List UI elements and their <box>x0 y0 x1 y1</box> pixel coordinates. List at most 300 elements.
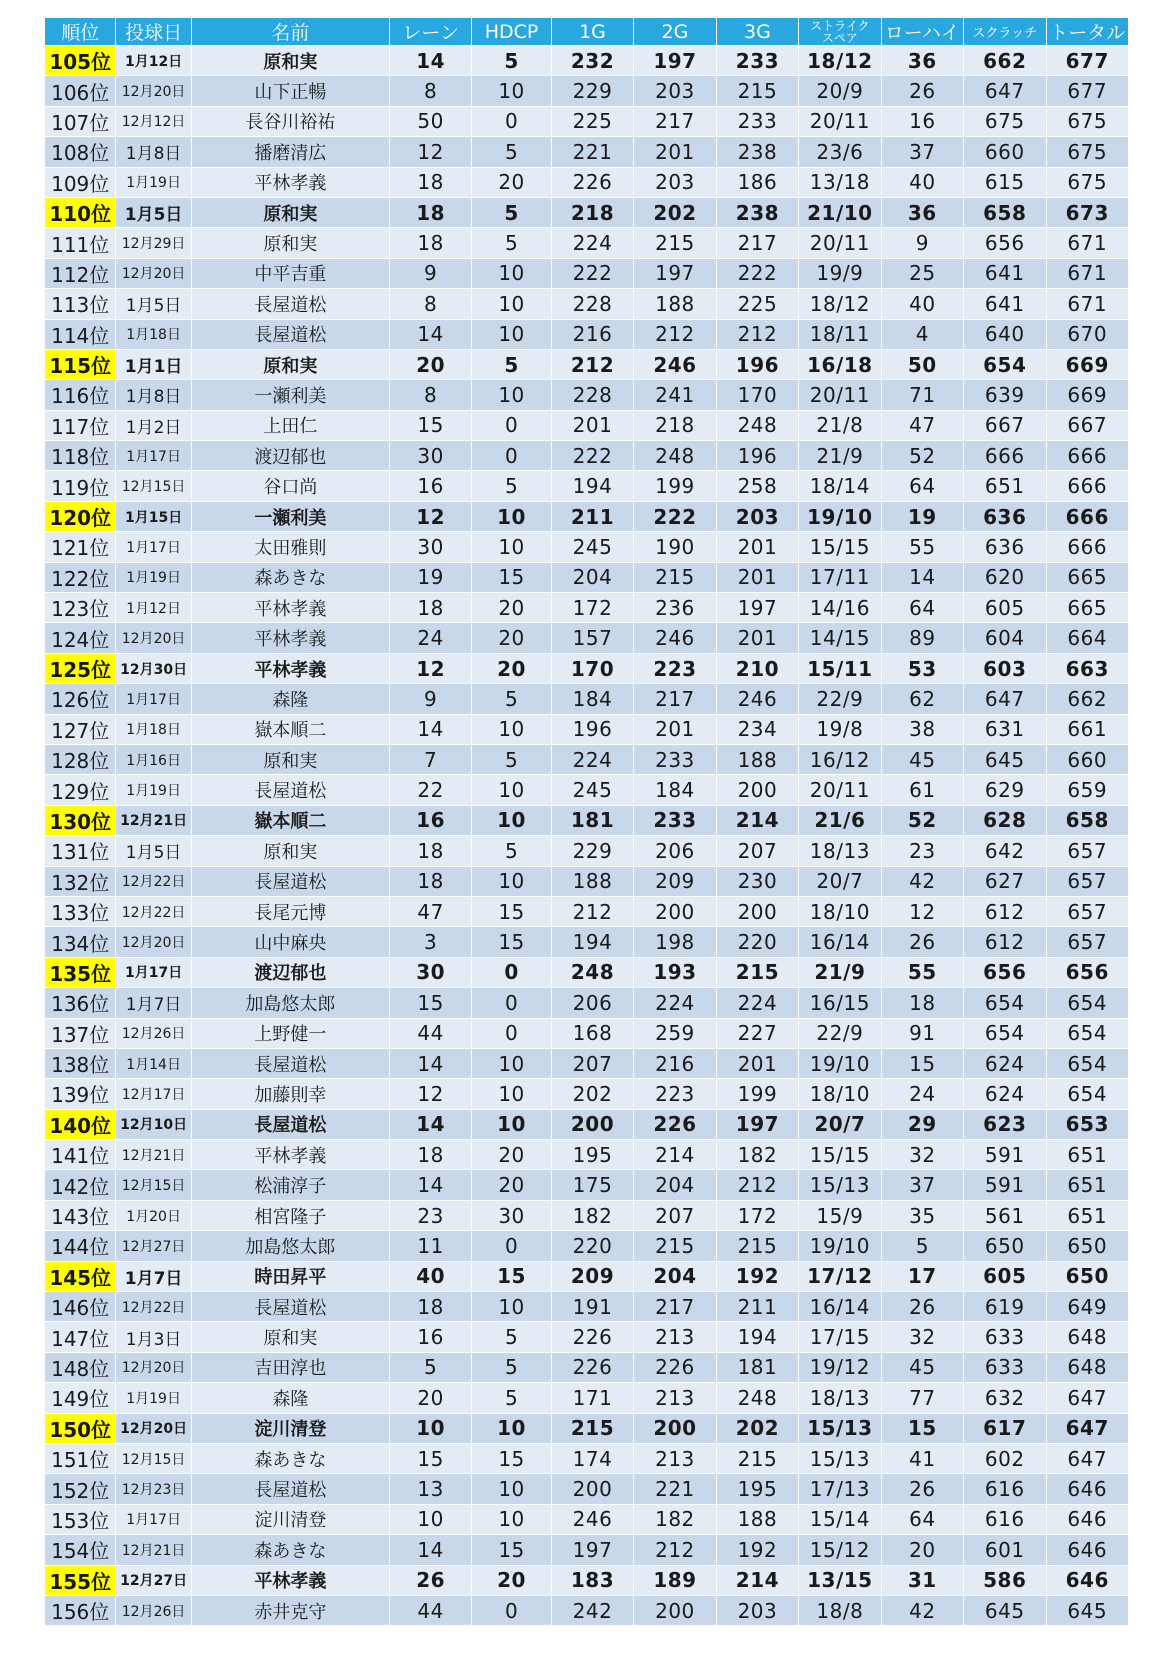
strike-spare-cell: 19/9 <box>799 258 881 288</box>
rank-cell: 126位 <box>45 684 116 714</box>
game-1-cell: 212 <box>551 349 633 379</box>
game-1-cell: 207 <box>551 1048 633 1078</box>
table-row <box>45 866 1129 896</box>
rank-cell: 116位 <box>45 380 116 410</box>
game-1-cell: 242 <box>551 1595 633 1625</box>
lane-cell: 12 <box>389 653 471 683</box>
hdcp-cell: 10 <box>472 532 551 562</box>
low-high-cell: 20 <box>881 1535 963 1565</box>
game-1-cell: 196 <box>551 714 633 744</box>
low-high-cell: 32 <box>881 1322 963 1352</box>
table-row <box>45 1413 1129 1443</box>
low-high-cell: 37 <box>881 137 963 167</box>
table-row <box>45 744 1129 774</box>
rank-cell: 146位 <box>45 1292 116 1322</box>
game-3-cell: 201 <box>716 1048 798 1078</box>
date-cell: 12月26日 <box>116 1018 191 1048</box>
strike-spare-cell: 20/11 <box>799 228 881 258</box>
game-3-cell: 201 <box>716 562 798 592</box>
lane-cell: 30 <box>389 957 471 987</box>
table-row <box>45 593 1129 623</box>
low-high-cell: 91 <box>881 1018 963 1048</box>
date-cell: 12月17日 <box>116 1079 191 1109</box>
game-3-cell: 170 <box>716 380 798 410</box>
rank-cell: 107位 <box>45 106 116 136</box>
game-1-cell: 170 <box>551 653 633 683</box>
date-cell: 12月20日 <box>116 1352 191 1382</box>
game-1-cell: 226 <box>551 1352 633 1382</box>
game-3-cell: 192 <box>716 1261 798 1291</box>
lane-cell: 18 <box>389 197 471 227</box>
name-cell: 淀川清登 <box>191 1504 389 1534</box>
total-cell: 665 <box>1046 593 1129 623</box>
strike-spare-cell: 18/11 <box>799 319 881 349</box>
date-cell: 12月10日 <box>116 1109 191 1139</box>
strike-spare-cell: 13/15 <box>799 1565 881 1595</box>
date-cell: 1月5日 <box>116 836 191 866</box>
total-cell: 662 <box>1046 684 1129 714</box>
game-2-cell: 226 <box>634 1109 716 1139</box>
table-row <box>45 1474 1129 1504</box>
total-cell: 675 <box>1046 106 1129 136</box>
total-cell: 657 <box>1046 927 1129 957</box>
lane-cell: 30 <box>389 532 471 562</box>
name-cell: 上野健一 <box>191 1018 389 1048</box>
strike-spare-cell: 16/14 <box>799 927 881 957</box>
date-cell: 12月23日 <box>116 1474 191 1504</box>
game-3-cell: 210 <box>716 653 798 683</box>
lane-cell: 15 <box>389 410 471 440</box>
table-row <box>45 1018 1129 1048</box>
table-row <box>45 1231 1129 1261</box>
strike-spare-cell: 17/12 <box>799 1261 881 1291</box>
hdcp-cell: 5 <box>472 46 551 76</box>
low-high-cell: 71 <box>881 380 963 410</box>
total-cell: 654 <box>1046 988 1129 1018</box>
rank-cell: 117位 <box>45 410 116 440</box>
total-cell: 645 <box>1046 1595 1129 1625</box>
rank-cell: 105位 <box>45 46 116 76</box>
header-name: 名前 <box>191 18 389 46</box>
game-3-cell: 258 <box>716 471 798 501</box>
scratch-cell: 616 <box>964 1504 1046 1534</box>
lane-cell: 12 <box>389 137 471 167</box>
name-cell: 上田仁 <box>191 410 389 440</box>
lane-cell: 3 <box>389 927 471 957</box>
rank-cell: 156位 <box>45 1595 116 1625</box>
game-3-cell: 248 <box>716 1383 798 1413</box>
game-3-cell: 222 <box>716 258 798 288</box>
scratch-cell: 656 <box>964 228 1046 258</box>
date-cell: 1月18日 <box>116 319 191 349</box>
date-cell: 12月20日 <box>116 623 191 653</box>
date-cell: 1月7日 <box>116 1261 191 1291</box>
hdcp-cell: 15 <box>472 927 551 957</box>
total-cell: 675 <box>1046 137 1129 167</box>
lane-cell: 8 <box>389 76 471 106</box>
game-2-cell: 246 <box>634 349 716 379</box>
scratch-cell: 647 <box>964 684 1046 714</box>
hdcp-cell: 10 <box>472 1504 551 1534</box>
game-2-cell: 213 <box>634 1383 716 1413</box>
strike-spare-cell: 19/8 <box>799 714 881 744</box>
hdcp-cell: 5 <box>472 1352 551 1382</box>
hdcp-cell: 10 <box>472 380 551 410</box>
table-row <box>45 410 1129 440</box>
strike-spare-cell: 15/15 <box>799 532 881 562</box>
game-1-cell: 225 <box>551 106 633 136</box>
total-cell: 657 <box>1046 836 1129 866</box>
strike-spare-cell: 22/9 <box>799 1018 881 1048</box>
lane-cell: 15 <box>389 1443 471 1473</box>
game-3-cell: 201 <box>716 623 798 653</box>
game-3-cell: 197 <box>716 593 798 623</box>
low-high-cell: 42 <box>881 1595 963 1625</box>
header-date: 投球日 <box>116 18 191 46</box>
hdcp-cell: 10 <box>472 1474 551 1504</box>
date-cell: 1月17日 <box>116 684 191 714</box>
hdcp-cell: 0 <box>472 957 551 987</box>
game-2-cell: 241 <box>634 380 716 410</box>
table-row <box>45 380 1129 410</box>
table-row <box>45 1292 1129 1322</box>
rank-cell: 133位 <box>45 896 116 926</box>
name-cell: 平林孝義 <box>191 1140 389 1170</box>
total-cell: 654 <box>1046 1079 1129 1109</box>
total-cell: 677 <box>1046 46 1129 76</box>
lane-cell: 50 <box>389 106 471 136</box>
name-cell: 長屋道松 <box>191 1109 389 1139</box>
header-hdcp: HDCP <box>472 18 551 46</box>
hdcp-cell: 10 <box>472 289 551 319</box>
game-1-cell: 204 <box>551 562 633 592</box>
game-2-cell: 217 <box>634 106 716 136</box>
scratch-cell: 624 <box>964 1079 1046 1109</box>
scratch-cell: 647 <box>964 76 1046 106</box>
name-cell: 赤井克守 <box>191 1595 389 1625</box>
low-high-cell: 50 <box>881 349 963 379</box>
game-1-cell: 215 <box>551 1413 633 1443</box>
header-strike-spare <box>799 18 881 46</box>
table-row <box>45 106 1129 136</box>
low-high-cell: 53 <box>881 653 963 683</box>
game-1-cell: 182 <box>551 1200 633 1230</box>
hdcp-cell: 20 <box>472 1565 551 1595</box>
hdcp-cell: 10 <box>472 1109 551 1139</box>
strike-spare-cell: 19/10 <box>799 1231 881 1261</box>
strike-spare-cell: 15/15 <box>799 1140 881 1170</box>
rank-cell: 149位 <box>45 1383 116 1413</box>
strike-spare-cell: 18/12 <box>799 46 881 76</box>
scratch-cell: 656 <box>964 957 1046 987</box>
date-cell: 1月19日 <box>116 562 191 592</box>
rank-cell: 113位 <box>45 289 116 319</box>
game-3-cell: 200 <box>716 775 798 805</box>
table-row <box>45 1504 1129 1534</box>
low-high-cell: 37 <box>881 1170 963 1200</box>
game-1-cell: 200 <box>551 1109 633 1139</box>
strike-spare-cell: 20/7 <box>799 1109 881 1139</box>
game-2-cell: 214 <box>634 1140 716 1170</box>
low-high-cell: 55 <box>881 532 963 562</box>
name-cell: 長屋道松 <box>191 1292 389 1322</box>
game-1-cell: 202 <box>551 1079 633 1109</box>
date-cell: 1月17日 <box>116 441 191 471</box>
total-cell: 666 <box>1046 471 1129 501</box>
name-cell: 長屋道松 <box>191 866 389 896</box>
strike-spare-cell: 19/10 <box>799 501 881 531</box>
date-cell: 1月14日 <box>116 1048 191 1078</box>
header-row <box>45 18 1129 46</box>
hdcp-cell: 10 <box>472 1292 551 1322</box>
table-row <box>45 1352 1129 1382</box>
lane-cell: 20 <box>389 1383 471 1413</box>
date-cell: 12月21日 <box>116 805 191 835</box>
strike-spare-cell: 15/13 <box>799 1413 881 1443</box>
hdcp-cell: 15 <box>472 1261 551 1291</box>
table-row <box>45 532 1129 562</box>
strike-spare-cell: 18/12 <box>799 289 881 319</box>
date-cell: 12月12日 <box>116 106 191 136</box>
game-1-cell: 229 <box>551 836 633 866</box>
hdcp-cell: 20 <box>472 167 551 197</box>
game-2-cell: 233 <box>634 744 716 774</box>
strike-spare-cell: 20/11 <box>799 380 881 410</box>
low-high-cell: 26 <box>881 1292 963 1322</box>
name-cell: 一瀬利美 <box>191 380 389 410</box>
date-cell: 12月20日 <box>116 1413 191 1443</box>
table-row <box>45 836 1129 866</box>
table-row <box>45 46 1129 76</box>
total-cell: 650 <box>1046 1231 1129 1261</box>
date-cell: 1月2日 <box>116 410 191 440</box>
total-cell: 666 <box>1046 532 1129 562</box>
lane-cell: 14 <box>389 714 471 744</box>
name-cell: 松浦淳子 <box>191 1170 389 1200</box>
strike-spare-cell: 16/18 <box>799 349 881 379</box>
strike-spare-cell: 18/14 <box>799 471 881 501</box>
hdcp-cell: 30 <box>472 1200 551 1230</box>
name-cell: 原和実 <box>191 744 389 774</box>
game-1-cell: 212 <box>551 896 633 926</box>
hdcp-cell: 15 <box>472 1443 551 1473</box>
low-high-cell: 4 <box>881 319 963 349</box>
low-high-cell: 64 <box>881 593 963 623</box>
total-cell: 646 <box>1046 1504 1129 1534</box>
strike-spare-cell: 20/11 <box>799 106 881 136</box>
name-cell: 時田昇平 <box>191 1261 389 1291</box>
scratch-cell: 645 <box>964 1595 1046 1625</box>
name-cell: 平林孝義 <box>191 653 389 683</box>
game-3-cell: 238 <box>716 197 798 227</box>
scratch-cell: 616 <box>964 1474 1046 1504</box>
rank-cell: 106位 <box>45 76 116 106</box>
strike-spare-cell: 15/9 <box>799 1200 881 1230</box>
lane-cell: 7 <box>389 744 471 774</box>
date-cell: 1月19日 <box>116 167 191 197</box>
game-1-cell: 201 <box>551 410 633 440</box>
rank-cell: 120位 <box>45 501 116 531</box>
scratch-cell: 624 <box>964 1048 1046 1078</box>
table-row <box>45 1261 1129 1291</box>
date-cell: 12月20日 <box>116 258 191 288</box>
header-rank: 順位 <box>45 18 116 46</box>
date-cell: 12月30日 <box>116 653 191 683</box>
hdcp-cell: 0 <box>472 1231 551 1261</box>
game-1-cell: 195 <box>551 1140 633 1170</box>
scratch-cell: 561 <box>964 1200 1046 1230</box>
total-cell: 671 <box>1046 258 1129 288</box>
strike-spare-cell: 21/8 <box>799 410 881 440</box>
rank-cell: 123位 <box>45 593 116 623</box>
low-high-cell: 52 <box>881 441 963 471</box>
table-row <box>45 1109 1129 1139</box>
date-cell: 1月16日 <box>116 744 191 774</box>
hdcp-cell: 20 <box>472 1170 551 1200</box>
game-3-cell: 230 <box>716 866 798 896</box>
hdcp-cell: 10 <box>472 258 551 288</box>
date-cell: 12月21日 <box>116 1535 191 1565</box>
game-2-cell: 248 <box>634 441 716 471</box>
lane-cell: 20 <box>389 349 471 379</box>
game-3-cell: 215 <box>716 957 798 987</box>
game-2-cell: 246 <box>634 623 716 653</box>
table-row <box>45 957 1129 987</box>
name-cell: 長屋道松 <box>191 1474 389 1504</box>
game-1-cell: 184 <box>551 684 633 714</box>
game-2-cell: 199 <box>634 471 716 501</box>
game-1-cell: 245 <box>551 532 633 562</box>
total-cell: 650 <box>1046 1261 1129 1291</box>
table-row <box>45 684 1129 714</box>
table-row <box>45 441 1129 471</box>
low-high-cell: 32 <box>881 1140 963 1170</box>
hdcp-cell: 20 <box>472 653 551 683</box>
rank-cell: 150位 <box>45 1413 116 1443</box>
game-1-cell: 246 <box>551 1504 633 1534</box>
low-high-cell: 17 <box>881 1261 963 1291</box>
date-cell: 1月18日 <box>116 714 191 744</box>
hdcp-cell: 10 <box>472 76 551 106</box>
name-cell: 加島悠太郎 <box>191 1231 389 1261</box>
rank-cell: 142位 <box>45 1170 116 1200</box>
hdcp-cell: 20 <box>472 623 551 653</box>
low-high-cell: 31 <box>881 1565 963 1595</box>
ranking-table <box>44 17 1129 1626</box>
table-row <box>45 137 1129 167</box>
rank-cell: 143位 <box>45 1200 116 1230</box>
name-cell: 山下正暢 <box>191 76 389 106</box>
scratch-cell: 640 <box>964 319 1046 349</box>
game-2-cell: 209 <box>634 866 716 896</box>
date-cell: 12月22日 <box>116 1292 191 1322</box>
total-cell: 654 <box>1046 1018 1129 1048</box>
name-cell: 渡辺郁也 <box>191 441 389 471</box>
hdcp-cell: 0 <box>472 106 551 136</box>
hdcp-cell: 10 <box>472 714 551 744</box>
table-row <box>45 1322 1129 1352</box>
name-cell: 森あきな <box>191 1535 389 1565</box>
name-cell: 長屋道松 <box>191 775 389 805</box>
lane-cell: 14 <box>389 319 471 349</box>
low-high-cell: 23 <box>881 836 963 866</box>
table-row <box>45 1048 1129 1078</box>
rank-cell: 108位 <box>45 137 116 167</box>
scratch-cell: 645 <box>964 744 1046 774</box>
game-3-cell: 181 <box>716 1352 798 1382</box>
header-game-2: 2G <box>634 18 716 46</box>
total-cell: 670 <box>1046 319 1129 349</box>
scratch-cell: 591 <box>964 1140 1046 1170</box>
strike-spare-cell: 19/10 <box>799 1048 881 1078</box>
lane-cell: 24 <box>389 623 471 653</box>
game-2-cell: 188 <box>634 289 716 319</box>
strike-spare-cell: 20/9 <box>799 76 881 106</box>
hdcp-cell: 10 <box>472 805 551 835</box>
game-1-cell: 181 <box>551 805 633 835</box>
table-row <box>45 927 1129 957</box>
date-cell: 1月17日 <box>116 532 191 562</box>
scratch-cell: 604 <box>964 623 1046 653</box>
game-3-cell: 172 <box>716 1200 798 1230</box>
game-3-cell: 233 <box>716 106 798 136</box>
scratch-cell: 654 <box>964 988 1046 1018</box>
table-row <box>45 775 1129 805</box>
lane-cell: 16 <box>389 471 471 501</box>
game-2-cell: 204 <box>634 1170 716 1200</box>
scratch-cell: 633 <box>964 1352 1046 1382</box>
hdcp-cell: 0 <box>472 1595 551 1625</box>
hdcp-cell: 10 <box>472 1413 551 1443</box>
name-cell: 中平吉重 <box>191 258 389 288</box>
low-high-cell: 40 <box>881 167 963 197</box>
scratch-cell: 641 <box>964 289 1046 319</box>
rank-cell: 145位 <box>45 1261 116 1291</box>
scratch-cell: 660 <box>964 137 1046 167</box>
date-cell: 1月5日 <box>116 289 191 319</box>
strike-spare-cell: 15/11 <box>799 653 881 683</box>
name-cell: 播磨清広 <box>191 137 389 167</box>
table-row <box>45 349 1129 379</box>
hdcp-cell: 10 <box>472 775 551 805</box>
hdcp-cell: 0 <box>472 988 551 1018</box>
low-high-cell: 35 <box>881 1200 963 1230</box>
strike-spare-cell: 21/9 <box>799 957 881 987</box>
game-3-cell: 215 <box>716 1231 798 1261</box>
rank-cell: 125位 <box>45 653 116 683</box>
game-1-cell: 248 <box>551 957 633 987</box>
date-cell: 1月19日 <box>116 775 191 805</box>
lane-cell: 8 <box>389 380 471 410</box>
lane-cell: 18 <box>389 1292 471 1322</box>
strike-spare-cell: 16/14 <box>799 1292 881 1322</box>
rank-cell: 135位 <box>45 957 116 987</box>
lane-cell: 14 <box>389 1109 471 1139</box>
game-2-cell: 216 <box>634 1048 716 1078</box>
lane-cell: 16 <box>389 805 471 835</box>
date-cell: 1月8日 <box>116 137 191 167</box>
game-3-cell: 211 <box>716 1292 798 1322</box>
rank-cell: 109位 <box>45 167 116 197</box>
table-row <box>45 167 1129 197</box>
strike-spare-cell: 16/15 <box>799 988 881 1018</box>
table-row <box>45 228 1129 258</box>
date-cell: 1月17日 <box>116 1504 191 1534</box>
date-cell: 12月15日 <box>116 471 191 501</box>
date-cell: 1月19日 <box>116 1383 191 1413</box>
game-2-cell: 189 <box>634 1565 716 1595</box>
hdcp-cell: 10 <box>472 1079 551 1109</box>
